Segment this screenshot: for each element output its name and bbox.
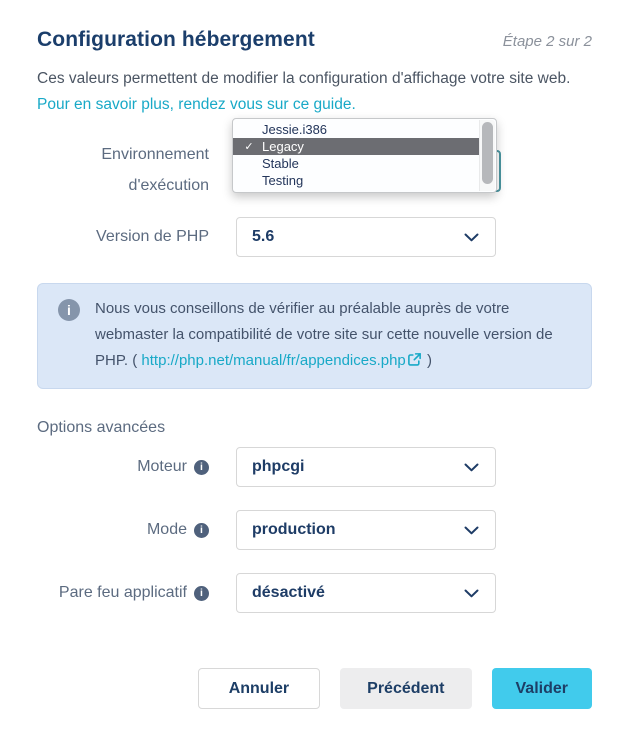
option-label: Jessie.i386 xyxy=(262,122,328,137)
option-stable[interactable] xyxy=(233,155,479,172)
mode-label-text: Mode xyxy=(146,521,187,538)
option-label: Legacy xyxy=(262,139,304,154)
php-compatibility-notice xyxy=(37,283,592,389)
chevron-down-icon xyxy=(464,526,479,535)
cancel-button[interactable]: Annuler xyxy=(198,668,320,709)
firewall-value: désactivé xyxy=(252,584,325,601)
step-indicator: Étape 2 sur 2 xyxy=(502,33,592,50)
info-icon[interactable]: i xyxy=(194,586,209,601)
firewall-row xyxy=(37,573,592,613)
submit-button[interactable]: Valider xyxy=(492,668,592,709)
firewall-label xyxy=(37,584,209,602)
chevron-down-icon xyxy=(464,463,479,472)
previous-button[interactable]: Précédent xyxy=(340,668,471,709)
environment-label-line1: Environnement xyxy=(101,146,209,163)
mode-row xyxy=(37,510,592,550)
notice-paren-close: ) xyxy=(426,352,432,369)
checkmark-icon: ✓ xyxy=(244,141,254,153)
guide-link[interactable]: Pour en savoir plus, rendez vous sur ce guide. xyxy=(37,96,356,113)
engine-label xyxy=(37,458,209,476)
option-testing[interactable] xyxy=(233,172,479,189)
php-version-select[interactable] xyxy=(236,217,496,257)
php-version-row xyxy=(37,217,592,257)
firewall-select[interactable] xyxy=(236,573,496,613)
firewall-label-text: Pare feu applicatif xyxy=(58,584,187,601)
environment-row xyxy=(37,118,592,195)
environment-label xyxy=(37,118,209,201)
dialog-header xyxy=(37,28,592,52)
mode-label xyxy=(37,521,209,539)
engine-row xyxy=(37,447,592,487)
advanced-options-heading: Options avancées xyxy=(37,419,166,436)
chevron-down-icon xyxy=(464,233,479,242)
php-version-label: Version de PHP xyxy=(96,228,209,245)
action-buttons xyxy=(37,668,592,709)
engine-value: phpcgi xyxy=(252,458,305,475)
environment-dropdown-popup xyxy=(232,118,497,193)
php-manual-link[interactable]: http://php.net/manual/fr/appendices.php xyxy=(141,352,406,369)
intro-text: Ces valeurs permettent de modifier la configuration d'affichage votre site web. xyxy=(37,70,571,87)
option-jessie[interactable] xyxy=(233,121,479,138)
engine-select[interactable] xyxy=(236,447,496,487)
notice-text-body: Nous vous conseillons de vérifier au préalable auprès de votre webmaster la compatibilité de votre site sur cette nouvelle version de PHP. ( xyxy=(95,300,553,369)
info-icon[interactable]: i xyxy=(194,460,209,475)
environment-option-list xyxy=(233,119,496,191)
option-label: Testing xyxy=(262,173,304,188)
mode-select[interactable] xyxy=(236,510,496,550)
intro-paragraph xyxy=(37,66,592,118)
notice-text xyxy=(95,296,571,376)
option-label: Stable xyxy=(262,156,299,171)
mode-value: production xyxy=(252,521,336,538)
info-icon[interactable]: i xyxy=(194,523,209,538)
option-legacy-selected[interactable] xyxy=(233,138,479,155)
info-icon: i xyxy=(58,299,80,321)
external-link-icon xyxy=(407,350,422,376)
php-version-value: 5.6 xyxy=(252,228,275,245)
environment-select-cell xyxy=(236,118,496,195)
chevron-down-icon xyxy=(464,589,479,598)
page-title: Configuration hébergement xyxy=(37,28,315,51)
environment-label-line2: d'exécution xyxy=(128,177,209,194)
popup-scrollbar-thumb[interactable] xyxy=(482,122,493,184)
engine-label-text: Moteur xyxy=(137,458,187,475)
